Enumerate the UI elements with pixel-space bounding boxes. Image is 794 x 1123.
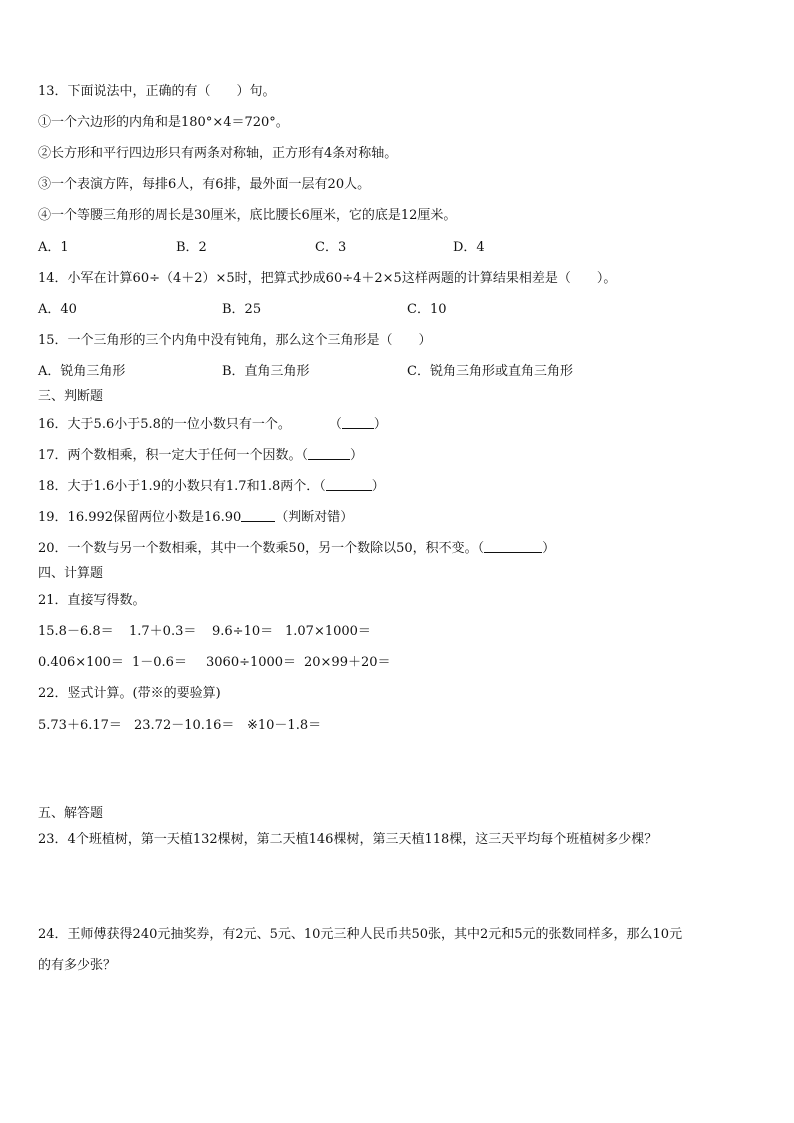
q16-open-paren: （ bbox=[328, 417, 342, 432]
q19 bbox=[38, 509, 353, 526]
q15-option-c: C．锐角三角形或直角三角形 bbox=[407, 364, 573, 379]
q16-blank[interactable] bbox=[342, 416, 374, 429]
q21-item: 0.406×100＝ bbox=[38, 655, 124, 670]
q13-statement-2: ②长方形和平行四边形只有两条对称轴，正方形有4条对称轴。 bbox=[38, 146, 398, 161]
q13-stem: 13．下面说法中，正确的有（ ）句。 bbox=[38, 84, 276, 99]
q21-item: 1.07×1000＝ bbox=[285, 624, 371, 639]
q17-text: 17．两个数相乘，积一定大于任何一个因数。（ bbox=[38, 448, 309, 463]
q21-item: 3060÷1000＝ bbox=[206, 655, 297, 670]
q15-option-b: B．直角三角形 bbox=[222, 364, 310, 379]
q20-text: 20．一个数与另一个数相乘，其中一个数乘50，另一个数除以50，积不变。（ bbox=[38, 541, 485, 556]
q18-blank[interactable] bbox=[326, 478, 372, 491]
q17 bbox=[38, 447, 363, 464]
q23: 23．4个班植树，第一天植132棵树，第二天植146棵树，第三天植118棵，这三天平均每个班植树多少棵？ bbox=[38, 832, 658, 847]
q21-stem: 21．直接写得数。 bbox=[38, 593, 146, 608]
q16 bbox=[38, 416, 387, 433]
q21-item: 1－0.6＝ bbox=[132, 655, 187, 670]
q13-statement-1: ①一个六边形的内角和是180°×4＝720°。 bbox=[38, 115, 289, 130]
q18-text: 18．大于1.6小于1.9的小数只有1.7和1.8两个．（ bbox=[38, 479, 326, 494]
q19-text: 19．16.992保留两位小数是16.90 bbox=[38, 510, 242, 525]
q19-tail: （判断对错） bbox=[275, 510, 354, 525]
q13-statement-4: ④一个等腰三角形的周长是30厘米，底比腰长6厘米，它的底是12厘米。 bbox=[38, 208, 457, 223]
q16-text: 16．大于5.6小于5.8的一位小数只有一个。 bbox=[38, 417, 291, 432]
q22-item: 23.72－10.16＝ bbox=[134, 718, 235, 733]
q14-option-a: A．40 bbox=[38, 302, 77, 317]
q21-item: 15.8－6.8＝ bbox=[38, 624, 114, 639]
q24-line-2: 的有多少张？ bbox=[38, 958, 117, 973]
q22-item: 5.73＋6.17＝ bbox=[38, 718, 122, 733]
q14-stem: 14．小军在计算60÷（4＋2）×5时，把算式抄成60÷4＋2×5这样两题的计算结果相差是（ ）。 bbox=[38, 271, 617, 286]
q17-close-paren: ） bbox=[350, 448, 364, 463]
q18 bbox=[38, 478, 385, 495]
q20-blank[interactable] bbox=[484, 540, 542, 553]
q16-close-paren: ） bbox=[373, 417, 387, 432]
q22-stem: 22．竖式计算。(带※的要验算) bbox=[38, 686, 221, 701]
q13-statement-3: ③一个表演方阵，每排6人，有6排，最外面一层有20人。 bbox=[38, 177, 371, 192]
q20-close-paren: ） bbox=[542, 541, 556, 556]
q14-option-c: C．10 bbox=[407, 302, 447, 317]
q15-option-a: A．锐角三角形 bbox=[38, 364, 126, 379]
q21-item: 9.6÷10＝ bbox=[212, 624, 274, 639]
q17-blank[interactable] bbox=[308, 447, 350, 460]
q19-blank[interactable] bbox=[241, 509, 275, 522]
q22-item: ※10－1.8＝ bbox=[247, 718, 322, 733]
section-4-heading: 四、计算题 bbox=[38, 566, 104, 581]
q24-line-1: 24．王师傅获得240元抽奖券，有2元、5元、10元三种人民币共50张，其中2元和5元的张数同样多，那么10元 bbox=[38, 927, 683, 942]
q13-option-b: B．2 bbox=[176, 240, 207, 255]
q14-option-b: B．25 bbox=[222, 302, 262, 317]
section-5-heading: 五、解答题 bbox=[38, 806, 104, 821]
q15-stem: 15．一个三角形的三个内角中没有钝角，那么这个三角形是（ ） bbox=[38, 333, 432, 348]
section-3-heading: 三、判断题 bbox=[38, 389, 104, 404]
q13-option-d: D．4 bbox=[453, 240, 485, 255]
q18-close-paren: ） bbox=[371, 479, 385, 494]
q20 bbox=[38, 540, 555, 557]
q21-item: 20×99＋20＝ bbox=[304, 655, 391, 670]
q13-option-a: A．1 bbox=[38, 240, 69, 255]
q13-option-c: C．3 bbox=[315, 240, 347, 255]
q21-item: 1.7＋0.3＝ bbox=[129, 624, 197, 639]
